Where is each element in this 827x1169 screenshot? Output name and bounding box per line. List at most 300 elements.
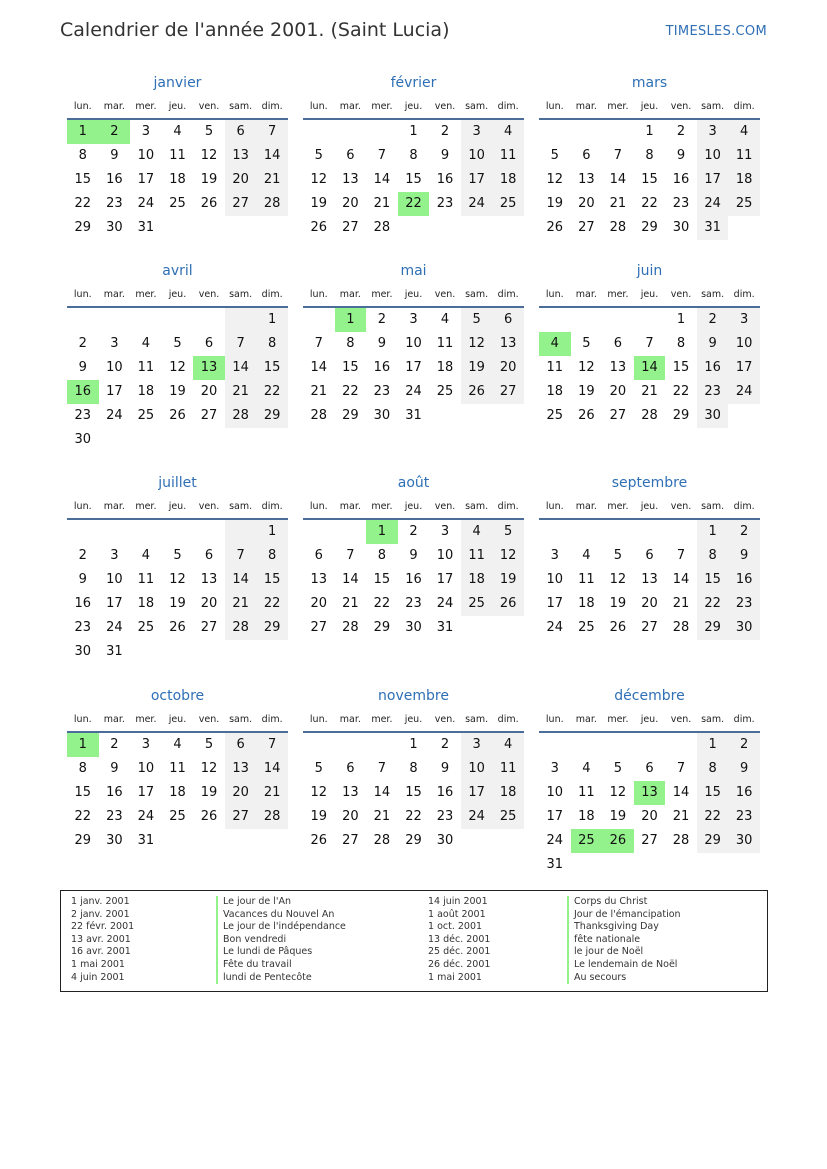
day-cell: 26: [492, 592, 524, 616]
weekday-label: ven.: [198, 501, 220, 512]
empty-cell: [602, 308, 634, 332]
day-cell: 5: [204, 124, 214, 139]
day-cell: 5: [204, 737, 214, 752]
month-1: [303, 70, 524, 240]
day-cell: 25: [492, 805, 524, 829]
day-cell: 29: [74, 833, 92, 848]
day-cell: 12: [609, 785, 627, 800]
day-cell: 10: [546, 785, 564, 800]
weekday-label: ven.: [434, 714, 456, 725]
day-cell: 12: [200, 148, 218, 163]
day-cell: 9: [110, 761, 119, 776]
empty-cell: [602, 853, 634, 877]
day-cell: 2: [377, 312, 387, 327]
day-cell: 1: [335, 308, 367, 332]
day-cell: 13: [225, 144, 257, 168]
day-cell: 21: [609, 196, 627, 211]
day-cell: 10: [546, 572, 564, 587]
day-cell: 2: [409, 524, 418, 539]
day-cell: 12: [200, 761, 218, 776]
day-cell: 29: [697, 829, 729, 853]
day-cell: 16: [436, 785, 454, 800]
empty-cell: [602, 520, 634, 544]
empty-cell: [162, 520, 194, 544]
weekday-label: jeu.: [640, 289, 659, 300]
day-cell: 8: [645, 148, 654, 163]
day-cell: 19: [200, 785, 218, 800]
week-row: [303, 733, 524, 757]
empty-cell: [665, 853, 697, 877]
empty-cell: [728, 404, 760, 428]
legend-holiday-name: Le lundi de Pâques: [216, 946, 346, 959]
week-row: [539, 192, 760, 216]
day-cell: 22: [405, 809, 422, 824]
legend-date: 26 déc. 2001: [428, 958, 491, 970]
day-cell: 8: [377, 548, 387, 563]
day-cell: 20: [609, 384, 627, 399]
day-cell: 17: [137, 172, 155, 187]
day-cell: 7: [377, 761, 387, 776]
day-cell: 31: [405, 408, 422, 423]
day-cell: 16: [728, 781, 760, 805]
empty-cell: [193, 428, 225, 452]
legend-holiday-name: Fête du travail: [216, 959, 346, 972]
week-row: [539, 356, 760, 380]
day-cell: 16: [405, 572, 422, 587]
empty-cell: [162, 216, 194, 240]
day-cell: 23: [436, 196, 454, 211]
day-cell: 13: [634, 781, 666, 805]
day-cell: 21: [373, 196, 391, 211]
day-cell: 3: [461, 120, 493, 144]
weekday-label: jeu.: [640, 101, 659, 112]
day-cell: 11: [492, 144, 524, 168]
weekday-label: jeu.: [640, 714, 659, 725]
weekday-label: mer.: [607, 714, 629, 725]
weekday-label: lun.: [545, 714, 564, 725]
week-row: [539, 544, 760, 568]
weekday-label: ven.: [198, 714, 220, 725]
month-5: [539, 258, 760, 428]
day-cell: 17: [728, 356, 760, 380]
day-cell: 4: [539, 332, 571, 356]
week-row: [539, 520, 760, 544]
week-row: [67, 192, 288, 216]
day-cell: 1: [256, 308, 288, 332]
weekday-label: sam.: [229, 289, 253, 300]
day-cell: 31: [436, 620, 454, 635]
legend-date: 1 mai 2001: [71, 958, 125, 970]
day-cell: 29: [697, 616, 729, 640]
day-cell: 29: [256, 404, 288, 428]
weekday-label: mar.: [575, 101, 597, 112]
day-cell: 28: [373, 220, 391, 235]
day-cell: 23: [106, 196, 123, 211]
empty-cell: [665, 520, 697, 544]
day-cell: 4: [728, 120, 760, 144]
week-row: [67, 616, 288, 640]
week-row: [539, 781, 760, 805]
week-row: [67, 829, 288, 853]
day-cell: 20: [578, 196, 595, 211]
weekday-label: jeu.: [404, 501, 423, 512]
day-cell: 27: [342, 220, 359, 235]
weekday-label: lun.: [73, 501, 92, 512]
day-cell: 28: [672, 620, 690, 635]
day-cell: 5: [613, 548, 623, 563]
weekday-label: sam.: [229, 101, 253, 112]
day-cell: 6: [346, 148, 355, 163]
day-cell: 2: [440, 124, 450, 139]
weekday-header: [303, 496, 524, 520]
day-cell: 11: [578, 572, 595, 587]
empty-cell: [303, 308, 335, 332]
day-cell: 25: [461, 592, 493, 616]
empty-cell: [571, 853, 603, 877]
day-cell: 17: [697, 168, 729, 192]
empty-cell: [225, 308, 257, 332]
legend-holiday-name: Le lendemain de Noël: [567, 959, 681, 972]
day-cell: 27: [578, 220, 595, 235]
day-cell: 4: [492, 120, 524, 144]
day-cell: 24: [461, 805, 493, 829]
weekday-label: jeu.: [404, 714, 423, 725]
day-cell: 7: [225, 332, 257, 356]
week-row: [539, 853, 760, 877]
day-cell: 19: [310, 809, 328, 824]
day-cell: 21: [342, 596, 359, 611]
legend-names-left: [216, 896, 346, 984]
day-cell: 16: [436, 172, 454, 187]
empty-cell: [67, 520, 99, 544]
legend-date: 1 août 2001: [428, 908, 486, 920]
day-cell: 14: [256, 757, 288, 781]
day-cell: 19: [310, 196, 328, 211]
day-cell: 27: [641, 833, 658, 848]
day-cell: 22: [256, 592, 288, 616]
day-cell: 20: [200, 384, 218, 399]
day-cell: 21: [373, 809, 391, 824]
day-cell: 9: [110, 148, 119, 163]
empty-cell: [225, 520, 257, 544]
empty-cell: [461, 404, 493, 428]
day-cell: 3: [110, 548, 119, 563]
day-cell: 21: [641, 384, 658, 399]
day-cell: 29: [74, 220, 92, 235]
day-cell: 20: [342, 809, 359, 824]
weekday-label: mar.: [339, 714, 361, 725]
day-cell: 22: [256, 380, 288, 404]
day-cell: 31: [546, 857, 564, 872]
day-cell: 26: [310, 833, 328, 848]
week-row: [67, 380, 288, 404]
weekday-label: mer.: [607, 101, 629, 112]
day-cell: 19: [200, 172, 218, 187]
day-cell: 21: [310, 384, 328, 399]
day-cell: 18: [578, 809, 595, 824]
weekday-label: ven.: [198, 289, 220, 300]
day-cell: 6: [204, 336, 214, 351]
weekday-label: mer.: [135, 289, 157, 300]
weekday-label: jeu.: [168, 501, 187, 512]
day-cell: 7: [613, 148, 623, 163]
month-name: novembre: [378, 688, 449, 704]
day-cell: 29: [405, 833, 422, 848]
month-name: janvier: [153, 75, 202, 91]
empty-cell: [130, 520, 162, 544]
day-cell: 12: [578, 360, 595, 375]
empty-cell: [634, 308, 666, 332]
day-cell: 25: [169, 809, 186, 824]
day-cell: 14: [310, 360, 328, 375]
day-cell: 29: [256, 616, 288, 640]
day-cell: 24: [728, 380, 760, 404]
empty-cell: [99, 308, 131, 332]
empty-cell: [728, 216, 760, 240]
day-cell: 15: [74, 172, 92, 187]
weekday-label: dim.: [261, 289, 283, 300]
day-cell: 21: [672, 809, 690, 824]
weekday-label: ven.: [434, 501, 456, 512]
day-cell: 26: [609, 620, 627, 635]
day-cell: 8: [346, 336, 355, 351]
weekday-label: mar.: [575, 289, 597, 300]
day-cell: 12: [492, 544, 524, 568]
day-cell: 12: [310, 785, 328, 800]
day-cell: 27: [492, 380, 524, 404]
day-cell: 15: [697, 568, 729, 592]
empty-cell: [193, 829, 225, 853]
day-cell: 8: [409, 148, 418, 163]
week-row: [67, 757, 288, 781]
day-cell: 7: [225, 544, 257, 568]
day-cell: 19: [461, 356, 493, 380]
day-cell: 26: [602, 829, 634, 853]
day-cell: 13: [492, 332, 524, 356]
week-row: [303, 144, 524, 168]
day-cell: 3: [409, 312, 418, 327]
month-name: avril: [162, 263, 193, 279]
month-10: [303, 683, 524, 853]
month-name: août: [397, 475, 430, 491]
legend-holiday-name: Bon vendredi: [216, 934, 346, 947]
empty-cell: [602, 120, 634, 144]
day-cell: 18: [492, 168, 524, 192]
week-row: [539, 733, 760, 757]
day-cell: 29: [342, 408, 359, 423]
day-cell: 5: [550, 148, 559, 163]
day-cell: 15: [405, 785, 422, 800]
day-cell: 22: [398, 192, 430, 216]
day-cell: 17: [106, 384, 123, 399]
legend-date: 1 oct. 2001: [428, 921, 483, 933]
weekday-label: dim.: [497, 714, 519, 725]
week-row: [303, 380, 524, 404]
legend-dates-right: [428, 896, 490, 984]
weekday-label: mar.: [339, 101, 361, 112]
legend-date: 13 déc. 2001: [428, 933, 491, 945]
day-cell: 25: [728, 192, 760, 216]
week-row: [303, 568, 524, 592]
day-cell: 15: [256, 356, 288, 380]
empty-cell: [256, 216, 288, 240]
empty-cell: [634, 853, 666, 877]
weekday-label: mer.: [371, 501, 393, 512]
month-name: mars: [631, 75, 668, 91]
day-cell: 17: [546, 596, 564, 611]
day-cell: 25: [436, 384, 454, 399]
day-cell: 17: [546, 809, 564, 824]
week-row: [539, 308, 760, 332]
day-cell: 31: [106, 644, 123, 659]
day-cell: 24: [546, 833, 564, 848]
weekday-label: mer.: [135, 714, 157, 725]
legend-holiday-name: Au secours: [567, 972, 681, 985]
day-cell: 9: [78, 360, 87, 375]
weekday-label: ven.: [434, 101, 456, 112]
day-cell: 24: [461, 192, 493, 216]
empty-cell: [303, 120, 335, 144]
weekday-label: mer.: [607, 289, 629, 300]
empty-cell: [665, 733, 697, 757]
day-cell: 23: [728, 805, 760, 829]
day-cell: 20: [200, 596, 218, 611]
day-cell: 15: [256, 568, 288, 592]
day-cell: 9: [728, 544, 760, 568]
day-cell: 3: [110, 336, 119, 351]
weekday-label: lun.: [309, 714, 328, 725]
empty-cell: [193, 216, 225, 240]
day-cell: 25: [169, 196, 186, 211]
day-cell: 2: [440, 737, 450, 752]
day-cell: 28: [225, 404, 257, 428]
week-row: [67, 781, 288, 805]
day-cell: 2: [110, 737, 119, 752]
empty-cell: [162, 428, 194, 452]
day-cell: 20: [641, 596, 658, 611]
week-row: [67, 733, 288, 757]
weekday-label: jeu.: [168, 101, 187, 112]
day-cell: 4: [173, 737, 182, 752]
day-cell: 28: [256, 192, 288, 216]
empty-cell: [130, 640, 162, 664]
day-cell: 27: [310, 620, 328, 635]
weekday-label: mer.: [135, 501, 157, 512]
day-cell: 26: [546, 220, 564, 235]
empty-cell: [162, 308, 194, 332]
day-cell: 15: [342, 360, 359, 375]
day-cell: 13: [310, 572, 328, 587]
legend-holiday-name: Le jour de l'An: [216, 896, 346, 909]
day-cell: 11: [461, 544, 493, 568]
weekday-label: lun.: [309, 501, 328, 512]
brand-link[interactable]: TIMESLES.COM: [665, 24, 767, 39]
day-cell: 14: [373, 172, 391, 187]
day-cell: 21: [256, 781, 288, 805]
week-row: [539, 120, 760, 144]
weekday-label: dim.: [261, 501, 283, 512]
day-cell: 10: [405, 336, 422, 351]
day-cell: 30: [106, 833, 123, 848]
legend-holiday-name: Vacances du Nouvel An: [216, 909, 346, 922]
day-cell: 21: [225, 380, 257, 404]
day-cell: 19: [492, 568, 524, 592]
day-cell: 13: [200, 572, 218, 587]
day-cell: 21: [256, 168, 288, 192]
weekday-label: dim.: [261, 714, 283, 725]
weekday-label: mer.: [607, 501, 629, 512]
week-row: [303, 544, 524, 568]
day-cell: 13: [641, 572, 658, 587]
day-cell: 11: [546, 360, 564, 375]
day-cell: 22: [697, 592, 729, 616]
day-cell: 30: [106, 220, 123, 235]
empty-cell: [461, 216, 493, 240]
day-cell: 16: [697, 356, 729, 380]
week-row: [303, 168, 524, 192]
day-cell: 10: [728, 332, 760, 356]
weekday-label: mar.: [103, 501, 125, 512]
empty-cell: [162, 640, 194, 664]
week-row: [67, 308, 288, 332]
weekday-label: lun.: [73, 714, 92, 725]
day-cell: 10: [106, 360, 123, 375]
weekday-label: lun.: [545, 501, 564, 512]
weekday-header: [303, 96, 524, 120]
empty-cell: [539, 520, 571, 544]
day-cell: 17: [461, 168, 493, 192]
day-cell: 7: [676, 761, 686, 776]
legend-date: 16 avr. 2001: [71, 946, 131, 958]
day-cell: 12: [169, 572, 186, 587]
day-cell: 16: [74, 596, 92, 611]
empty-cell: [728, 853, 760, 877]
month-8: [539, 470, 760, 640]
weekday-header: [539, 96, 760, 120]
day-cell: 16: [373, 360, 391, 375]
weekday-header: [539, 284, 760, 308]
day-cell: 24: [405, 384, 422, 399]
weekday-label: dim.: [497, 289, 519, 300]
empty-cell: [366, 733, 398, 757]
day-cell: 27: [225, 805, 257, 829]
empty-cell: [539, 733, 571, 757]
empty-cell: [335, 733, 367, 757]
week-row: [67, 216, 288, 240]
weekday-label: mer.: [371, 289, 393, 300]
legend-holiday-name: Jour de l'émancipation: [567, 909, 681, 922]
day-cell: 25: [137, 408, 155, 423]
day-cell: 27: [225, 192, 257, 216]
legend-date: 13 avr. 2001: [71, 933, 131, 945]
week-row: [303, 332, 524, 356]
day-cell: 8: [78, 148, 87, 163]
week-row: [303, 781, 524, 805]
day-cell: 27: [342, 833, 359, 848]
day-cell: 11: [728, 144, 760, 168]
day-cell: 5: [173, 336, 182, 351]
day-cell: 6: [613, 336, 623, 351]
day-cell: 22: [74, 196, 92, 211]
empty-cell: [335, 520, 367, 544]
day-cell: 12: [609, 572, 627, 587]
day-cell: 1: [645, 124, 654, 139]
empty-cell: [571, 308, 603, 332]
day-cell: 10: [697, 144, 729, 168]
day-cell: 6: [492, 308, 524, 332]
day-cell: 6: [204, 548, 214, 563]
week-row: [303, 805, 524, 829]
